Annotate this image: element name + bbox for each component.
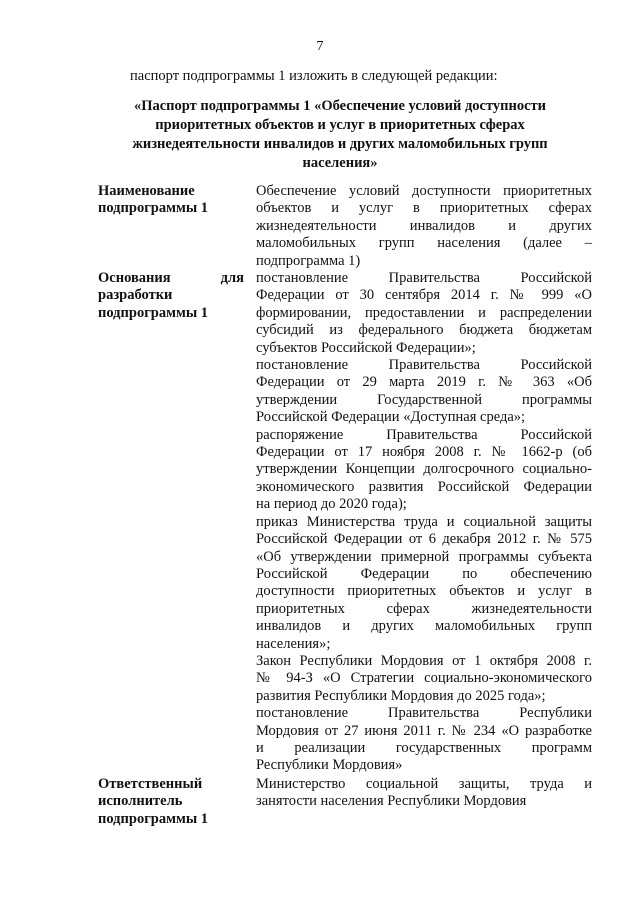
content-line: субсидий из федерального бюджета бюджетам	[256, 322, 592, 339]
content-line: Обеспечение условий доступности приоритетных	[256, 183, 592, 199]
title-line: жизнедеятельности инвалидов и других маломобильных групп	[132, 136, 548, 152]
content-line: доступности приоритетных объектов и услуг в	[256, 583, 592, 600]
content-line: развития Республики Мордовия до 2025 года»;	[256, 687, 546, 704]
content-line: жизнедеятельности инвалидов и других	[256, 217, 592, 234]
content-line: распоряжение Правительства Российской	[256, 426, 592, 443]
page-number: 7	[316, 39, 324, 54]
content-line: Российской Федерации «Доступная среда»;	[256, 409, 526, 426]
content-line: маломобильных групп населения (далее –	[256, 235, 592, 252]
content-line: постановление Правительства Российской	[256, 270, 592, 286]
title-line: «Паспорт подпрограммы 1 «Обеспечение условий доступности	[133, 98, 547, 114]
label-line: исполнитель	[98, 793, 183, 810]
content-line: приоритетных сферах жизнедеятельности	[256, 600, 592, 617]
label-line: Ответственный	[98, 776, 203, 792]
row-content	[256, 270, 592, 775]
content-line: экономического развития Российской Федерации	[256, 478, 592, 495]
content-line: субъектов Российской Федерации»;	[256, 339, 476, 356]
row-label	[98, 183, 244, 218]
content-line: на период до 2020 года);	[256, 496, 407, 513]
content-line: объектов и услуг в приоритетных сферах	[256, 200, 592, 217]
content-line: Закон Республики Мордовия от 1 октября 2008 г.	[256, 652, 592, 669]
content-line: подпрограмма 1)	[256, 252, 361, 269]
content-line: и реализации государственных программ	[256, 739, 592, 756]
row-label	[98, 270, 244, 322]
row-label	[98, 776, 244, 828]
content-line: постановление Правительства Российской	[256, 357, 592, 374]
row-content	[256, 776, 592, 811]
title-line: населения»	[302, 155, 378, 171]
content-line: Федерации от 17 ноября 2008 г. № 1662-р (об	[256, 444, 592, 461]
content-line: «Об утверждении примерной программы субъекта	[256, 548, 592, 565]
content-line: Республики Мордовия»	[256, 757, 403, 774]
content-line: № 94-З «О Стратегии социально-экономического	[256, 670, 592, 687]
content-line: постановление Правительства Республики	[256, 705, 592, 722]
passport-title	[100, 97, 580, 173]
content-line: утверждении Государственной программы	[256, 391, 592, 408]
label-line: подпрограммы 1	[98, 304, 209, 321]
content-line: Российской Федерации по обеспечению	[256, 565, 592, 582]
label-line: Основания для	[98, 270, 244, 286]
row-content	[256, 183, 592, 270]
label-line: Наименование	[98, 183, 195, 199]
content-line: Мордовия от 27 июня 2011 г. № 234 «О разработке	[256, 722, 592, 739]
content-line: утверждении Концепции долгосрочного социально-	[256, 461, 592, 478]
content-line: Федерации от 30 сентября 2014 г. № 999 «О	[256, 287, 592, 304]
content-line: инвалидов и других маломобильных групп	[256, 618, 592, 635]
content-line: занятости населения Республики Мордовия	[256, 793, 527, 810]
content-line: населения»;	[256, 635, 331, 652]
content-line: Российской Федерации от 6 декабря 2012 г. № 575	[256, 531, 592, 548]
label-line: подпрограммы 1	[98, 810, 209, 827]
intro-text: паспорт подпрограммы 1 изложить в следующей редакции:	[130, 68, 498, 84]
title-line: приоритетных объектов и услуг в приоритетных сферах	[155, 117, 525, 133]
content-line: Министерство социальной защиты, труда и	[256, 776, 592, 792]
label-line: разработки	[98, 287, 173, 304]
label-line: подпрограммы 1	[98, 200, 209, 217]
content-line: приказ Министерства труда и социальной защиты	[256, 513, 592, 530]
content-line: формировании, предоставлении и распределении	[256, 304, 592, 321]
content-line: Федерации от 29 марта 2019 г. № 363 «Об	[256, 374, 592, 391]
